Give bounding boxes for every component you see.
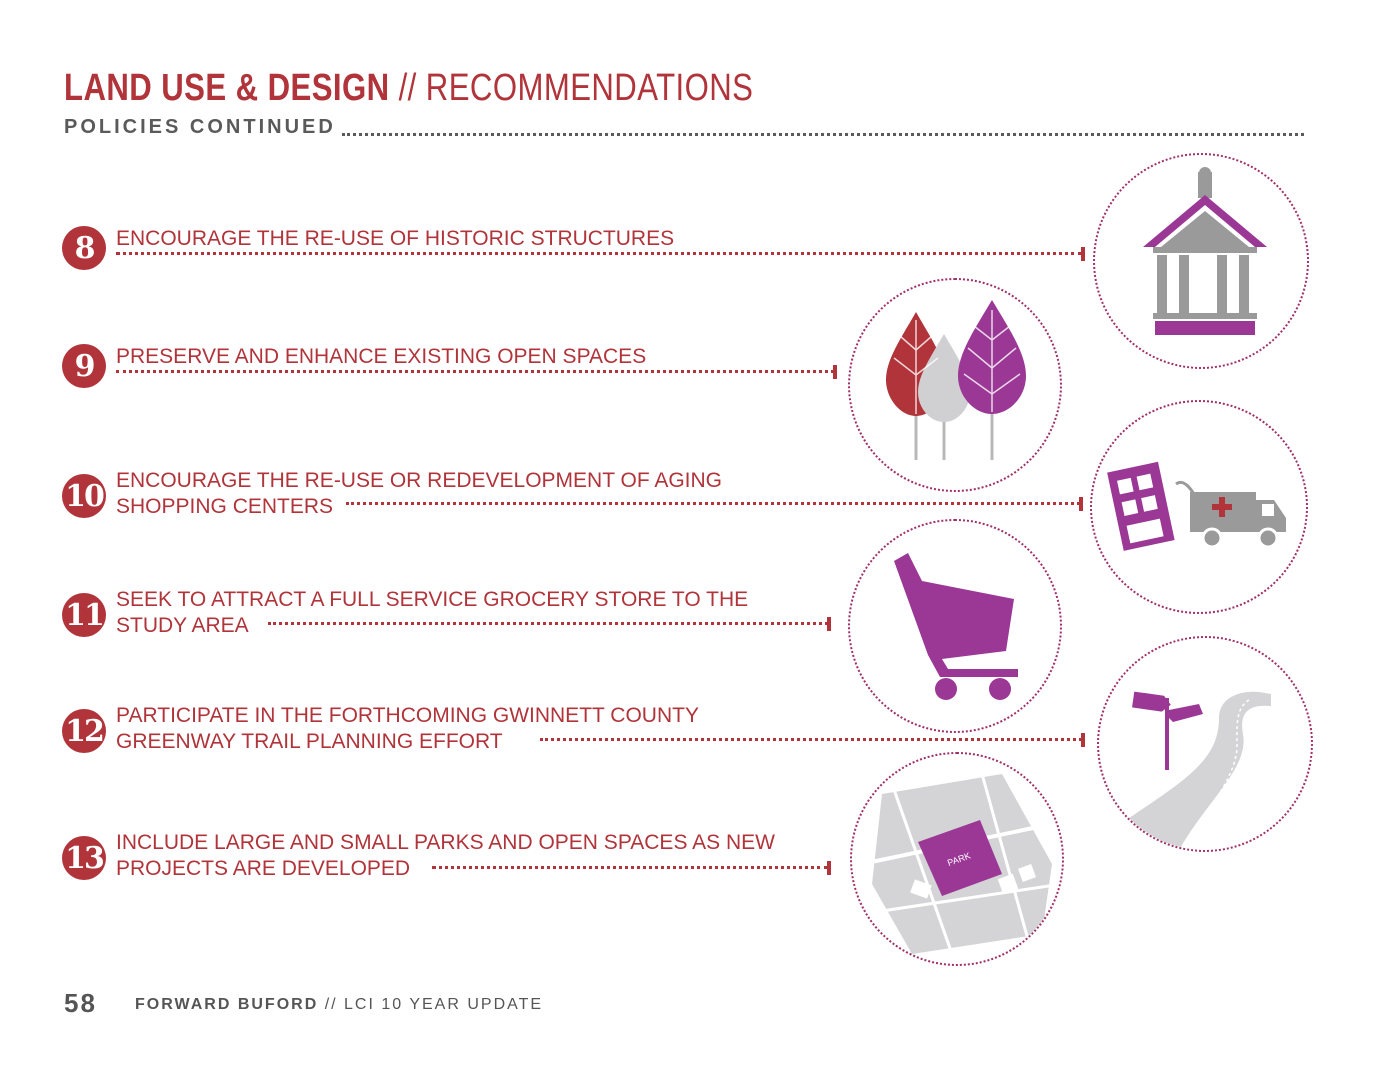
footer-subtitle: LCI 10 YEAR UPDATE — [344, 996, 544, 1013]
trees-icon — [850, 280, 1060, 490]
leader-end — [1081, 247, 1085, 261]
leader-end — [827, 617, 831, 631]
leader-line — [346, 502, 1080, 505]
shop-and-truck-icon — [1092, 402, 1306, 612]
shopping-cart-circle — [848, 519, 1062, 733]
leader-end — [827, 861, 831, 875]
subtitle-dotted-rule — [342, 133, 1304, 136]
policy-text: PRESERVE AND ENHANCE EXISTING OPEN SPACES — [116, 345, 647, 368]
policy-number-badge: 11 — [62, 593, 106, 637]
policy-text-line1: INCLUDE LARGE AND SMALL PARKS AND OPEN SPACES AS NEW — [116, 831, 775, 854]
leader-end — [1079, 497, 1083, 511]
shopping-cart-icon — [850, 521, 1060, 731]
policy-number-badge: 9 — [62, 344, 106, 388]
historic-building-icon — [1095, 155, 1307, 367]
leader-line — [116, 252, 1082, 255]
policy-text: ENCOURAGE THE RE-USE OF HISTORIC STRUCTURES — [116, 227, 675, 250]
leader-end — [1081, 733, 1085, 747]
historic-building-circle — [1093, 153, 1309, 369]
title-bold: LAND USE & DESIGN — [64, 67, 390, 109]
policy-number-badge: 8 — [62, 226, 106, 270]
subtitle-text: POLICIES CONTINUED — [64, 116, 336, 138]
trail-signpost-circle — [1097, 636, 1313, 852]
policy-text-line1: ENCOURAGE THE RE-USE OR REDEVELOPMENT OF AGING — [116, 469, 722, 492]
footer-separator: // — [318, 996, 345, 1013]
trees-circle — [848, 278, 1062, 492]
policy-number-badge: 13 — [62, 836, 106, 880]
policy-text-line2: GREENWAY TRAIL PLANNING EFFORT — [116, 730, 503, 753]
park-map-icon — [852, 754, 1062, 964]
trail-signpost-icon — [1099, 638, 1311, 850]
page-title — [64, 66, 753, 110]
footer-running-title — [135, 996, 543, 1014]
park-map-circle — [850, 752, 1064, 966]
leader-line — [116, 370, 834, 373]
leader-line — [432, 866, 828, 869]
title-light: RECOMMENDATIONS — [425, 67, 754, 109]
policy-number-badge: 12 — [62, 709, 106, 753]
policy-text-line2: STUDY AREA — [116, 614, 249, 637]
policy-number-badge: 10 — [62, 474, 106, 518]
park-label: PARK — [946, 850, 972, 868]
policy-text-line2: SHOPPING CENTERS — [116, 495, 334, 518]
shop-and-truck-circle — [1090, 400, 1308, 614]
policy-text-line1: SEEK TO ATTRACT A FULL SERVICE GROCERY STORE TO THE — [116, 588, 749, 611]
leader-line — [268, 622, 828, 625]
page-number: 58 — [64, 988, 97, 1018]
policy-text-line1: PARTICIPATE IN THE FORTHCOMING GWINNETT COUNTY — [116, 704, 699, 727]
leader-end — [833, 365, 837, 379]
footer-brand: FORWARD BUFORD — [135, 996, 319, 1013]
section-subtitle — [64, 116, 1304, 139]
leader-line — [540, 738, 1082, 741]
title-separator: // — [389, 67, 426, 109]
policy-text-line2: PROJECTS ARE DEVELOPED — [116, 857, 411, 880]
